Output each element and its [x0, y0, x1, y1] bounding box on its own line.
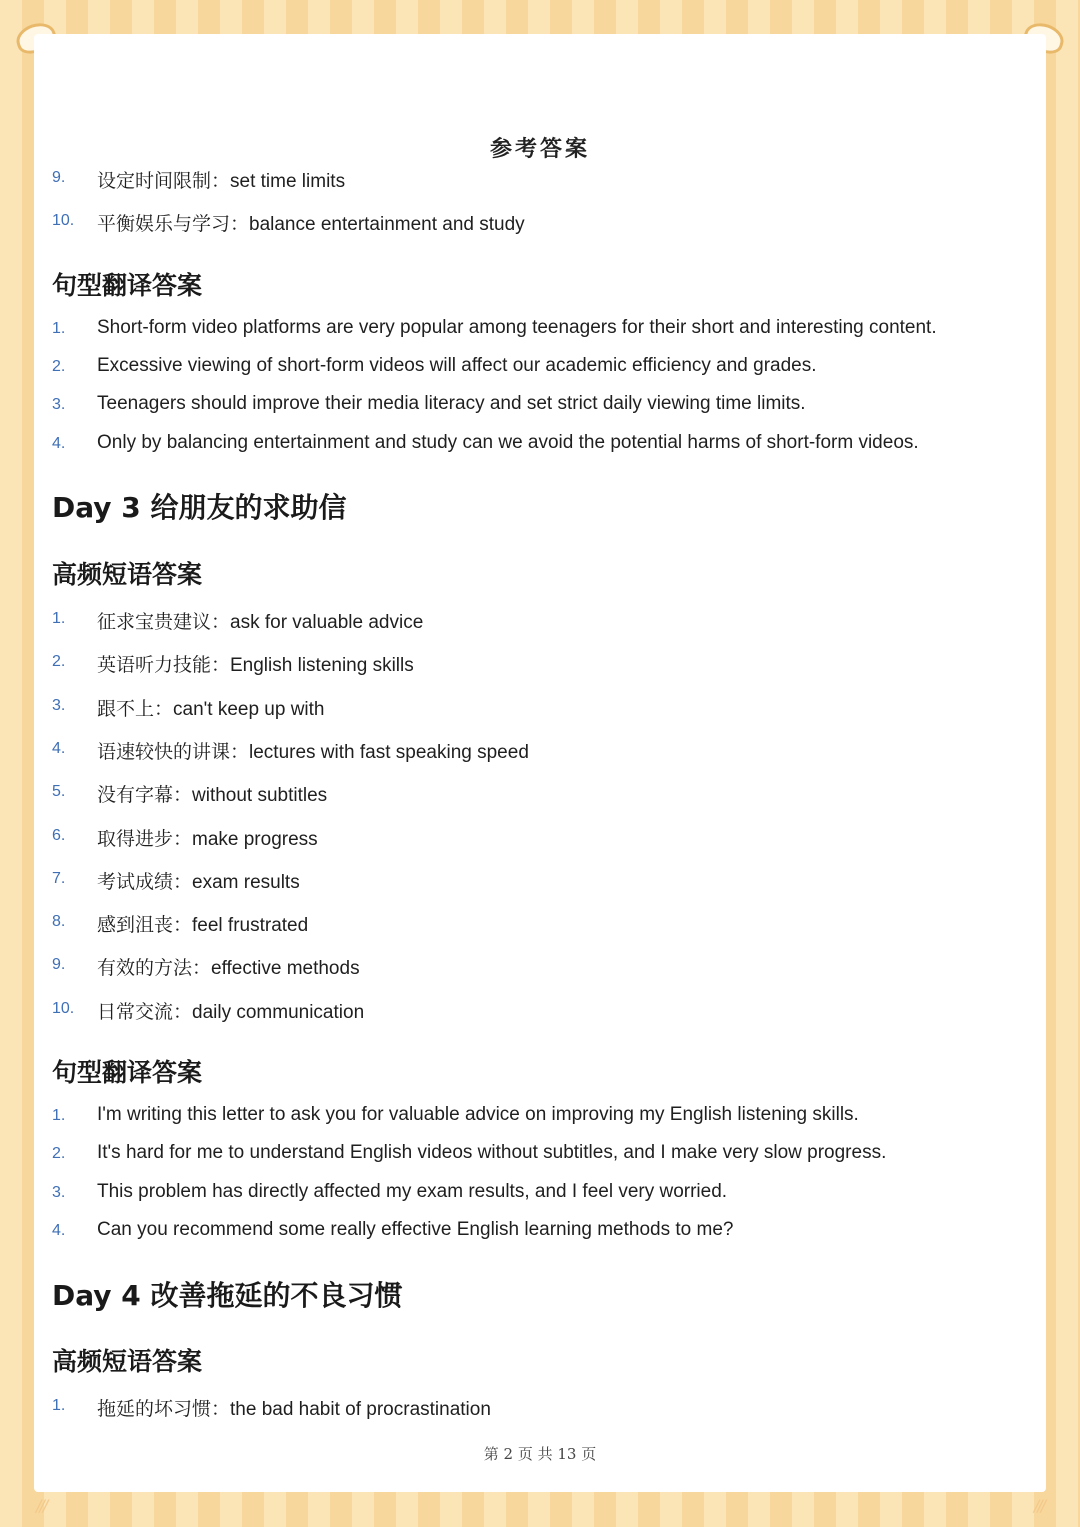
day4-title: Day 4 改善拖延的不良习惯 — [52, 1279, 403, 1312]
list-text: 跟不上：can't keep up with — [97, 699, 325, 720]
list-number: 9. — [52, 956, 66, 973]
list-number: 3. — [52, 396, 66, 413]
list-text: 英语听力技能：English listening skills — [97, 655, 414, 676]
list-text: Short-form video platforms are very popular among teenagers for their short and interesting content. — [97, 317, 937, 338]
list-text: Only by balancing entertainment and study can we avoid the potential harms of short-form videos. — [97, 432, 919, 453]
section-heading-phrases: 高频短语答案 — [52, 560, 203, 589]
slash-decoration-left: /// — [36, 1496, 47, 1515]
slash-decoration-right: /// — [1033, 1496, 1044, 1515]
list-number: 3. — [52, 697, 66, 714]
list-text: I'm writing this letter to ask you for valuable advice on improving my English listening skills. — [97, 1104, 859, 1125]
page-footer: 第 2 页 共 13 页 — [483, 1445, 597, 1463]
list-number: 4. — [52, 435, 66, 452]
list-number: 1. — [52, 1397, 66, 1414]
list-number: 7. — [52, 870, 66, 887]
list-number: 4. — [52, 1222, 66, 1239]
list-number: 1. — [52, 610, 66, 627]
document-page — [34, 34, 1046, 1492]
list-number: 8. — [52, 913, 66, 930]
list-text: This problem has directly affected my exam results, and I feel very worried. — [97, 1181, 728, 1202]
section-heading-sentences: 句型翻译答案 — [52, 1058, 203, 1087]
list-text: Excessive viewing of short-form videos will affect our academic efficiency and grades. — [97, 355, 817, 376]
list-number: 10. — [52, 212, 75, 229]
list-text: 设定时间限制：set time limits — [97, 171, 346, 192]
list-text: 拖延的坏习惯：the bad habit of procrastination — [97, 1399, 491, 1420]
list-number: 5. — [52, 783, 66, 800]
list-number: 2. — [52, 653, 66, 670]
list-number: 3. — [52, 1184, 66, 1201]
list-number: 1. — [52, 320, 66, 337]
list-number: 10. — [52, 1000, 75, 1017]
list-text: 日常交流：daily communication — [97, 1002, 365, 1023]
list-number: 9. — [52, 169, 66, 186]
list-text: 征求宝贵建议：ask for valuable advice — [97, 612, 424, 633]
list-text: 感到沮丧：feel frustrated — [97, 915, 309, 936]
document-title: 参考答案 — [489, 136, 590, 162]
list-text: 有效的方法：effective methods — [97, 958, 360, 979]
list-text: 考试成绩：exam results — [97, 872, 300, 893]
list-text: It's hard for me to understand English videos without subtitles, and I make very slow progress. — [97, 1142, 887, 1163]
list-text: Teenagers should improve their media literacy and set strict daily viewing time limits. — [97, 393, 806, 414]
list-text: 语速较快的讲课：lectures with fast speaking speed — [97, 742, 529, 763]
list-text: 没有字幕：without subtitles — [97, 785, 328, 806]
section-heading-sentences: 句型翻译答案 — [52, 271, 203, 300]
section-heading-phrases: 高频短语答案 — [52, 1347, 203, 1376]
list-number: 2. — [52, 358, 66, 375]
list-number: 4. — [52, 740, 66, 757]
list-number: 6. — [52, 827, 66, 844]
list-number: 1. — [52, 1107, 66, 1124]
day3-title: Day 3 给朋友的求助信 — [52, 491, 347, 524]
list-number: 2. — [52, 1145, 66, 1162]
list-text: 平衡娱乐与学习：balance entertainment and study — [97, 214, 525, 235]
list-text: Can you recommend some really effective English learning methods to me? — [97, 1219, 734, 1240]
list-text: 取得进步：make progress — [97, 829, 318, 850]
